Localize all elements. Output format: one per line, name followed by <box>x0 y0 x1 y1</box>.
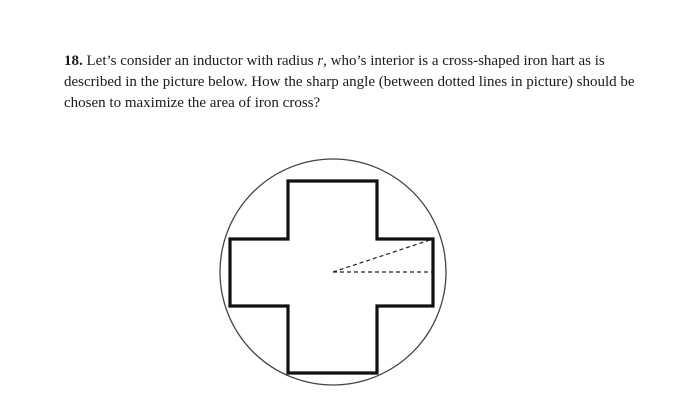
problem-number: 18. <box>64 53 83 69</box>
problem-text-part1: Let’s consider an inductor with radius <box>82 53 318 69</box>
iron-cross <box>230 181 433 373</box>
problem-text-part2: , who’s interior is a cross-shaped iron hart as is described in the picture below. How the sharp angle (between dotted lines in picture) should be chosen to maximize the area of iron cross? <box>64 53 635 111</box>
radius-variable: r <box>317 53 324 69</box>
dashed-line-diagonal <box>333 239 433 272</box>
